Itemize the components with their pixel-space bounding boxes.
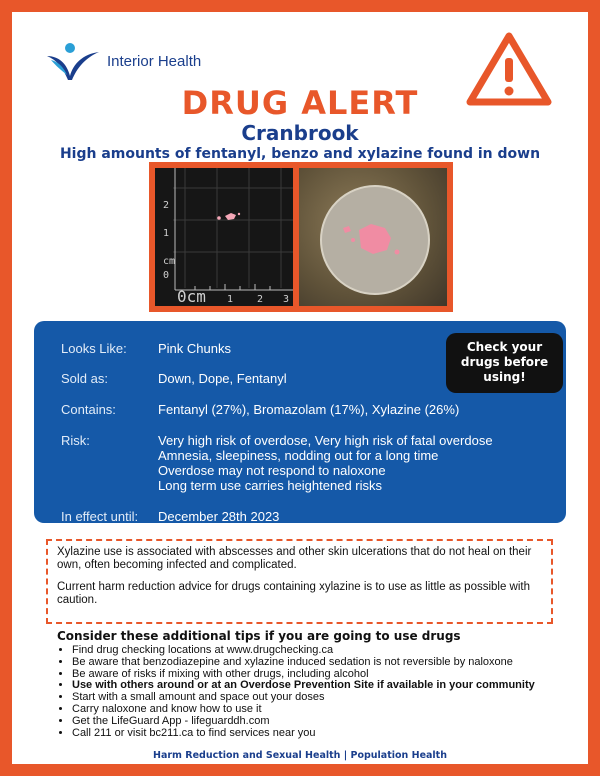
interior-health-logo bbox=[45, 42, 245, 82]
alert-subtitle: High amounts of fentanyl, benzo and xylazine found in down bbox=[59, 146, 541, 162]
alert-title: DRUG ALERT bbox=[181, 84, 419, 122]
tip-item: • Carry naloxone and know how to use it bbox=[72, 704, 592, 716]
risk-line: Overdose may not respond to naloxone bbox=[158, 463, 386, 478]
tip-item: • Get the LifeGuard App - lifeguarddh.com bbox=[72, 716, 592, 728]
looks-like-value: Pink Chunks bbox=[158, 341, 231, 356]
effect-label: In effect until: bbox=[61, 509, 139, 524]
risk-label: Risk: bbox=[61, 433, 90, 448]
tip-item: • Use with others around or at an Overdose Prevention Site if available in your community bbox=[72, 680, 592, 692]
ruler-label-1: 1 bbox=[227, 294, 234, 305]
ruler-photo bbox=[155, 168, 293, 306]
risk-values bbox=[158, 433, 578, 493]
tip-item: • Start with a small amount and space out your doses bbox=[72, 692, 592, 704]
tip-item: • Find drug checking locations at www.drugchecking.ca bbox=[72, 645, 592, 657]
footer-text: Harm Reduction and Sexual Health | Population Health bbox=[153, 750, 447, 761]
badge-line-1: Check your bbox=[466, 340, 543, 354]
sold-as-value: Down, Dope, Fentanyl bbox=[158, 371, 287, 386]
looks-like-label: Looks Like: bbox=[61, 341, 127, 356]
org-name: Interior Health bbox=[107, 53, 202, 70]
tips-list bbox=[56, 645, 592, 739]
ruler-label-0cm: 0cm bbox=[177, 287, 206, 306]
sample-photo bbox=[299, 168, 447, 306]
ruler-label-v2: 2 bbox=[163, 200, 170, 211]
tip-item: • Be aware that benzodiazepine and xylazine induced sedation is not reversible by naloxone bbox=[72, 657, 592, 669]
ruler-label-vcm: cm bbox=[163, 256, 176, 267]
tip-item: • Call 211 or visit bc211.ca to find services near you bbox=[72, 728, 592, 740]
ruler-label-v0: 0 bbox=[163, 270, 170, 281]
badge-line-3: using! bbox=[483, 370, 526, 384]
notice-paragraph-1: Xylazine use is associated with abscesses and other skin ulcerations that do not heal on their own, often becoming infected and complicated. bbox=[57, 546, 532, 571]
contains-label: Contains: bbox=[61, 402, 116, 417]
person-logo-icon bbox=[45, 42, 101, 82]
effect-value: December 28th 2023 bbox=[158, 509, 280, 524]
tip-item: • Be aware of risks if mixing with other drugs, including alcohol bbox=[72, 669, 592, 681]
risk-line: Long term use carries heightened risks bbox=[158, 478, 383, 493]
tips-title: Consider these additional tips if you are going to use drugs bbox=[57, 629, 461, 643]
sample-disc-image bbox=[299, 168, 447, 306]
contains-value: Fentanyl (27%), Bromazolam (17%), Xylazine (26%) bbox=[158, 402, 460, 417]
badge-line-2: drugs before bbox=[460, 355, 549, 369]
alert-poster bbox=[12, 12, 588, 764]
ruler-label-v1: 1 bbox=[163, 228, 170, 239]
drug-photos bbox=[149, 162, 453, 312]
drug-details-panel bbox=[34, 321, 566, 523]
notice-paragraph-2: Current harm reduction advice for drugs containing xylazine is to use as little as possible with caution. bbox=[57, 581, 531, 606]
xylazine-notice bbox=[46, 539, 553, 624]
risk-line: Very high risk of overdose, Very high risk of fatal overdose bbox=[158, 433, 493, 448]
sold-as-label: Sold as: bbox=[61, 371, 108, 386]
alert-location: Cranbrook bbox=[241, 121, 359, 145]
ruler-label-3: 3 bbox=[283, 294, 290, 305]
risk-line: Amnesia, sleepiness, nodding out for a long time bbox=[158, 448, 439, 463]
ruler-grid-image bbox=[155, 168, 293, 306]
ruler-label-2: 2 bbox=[257, 294, 264, 305]
